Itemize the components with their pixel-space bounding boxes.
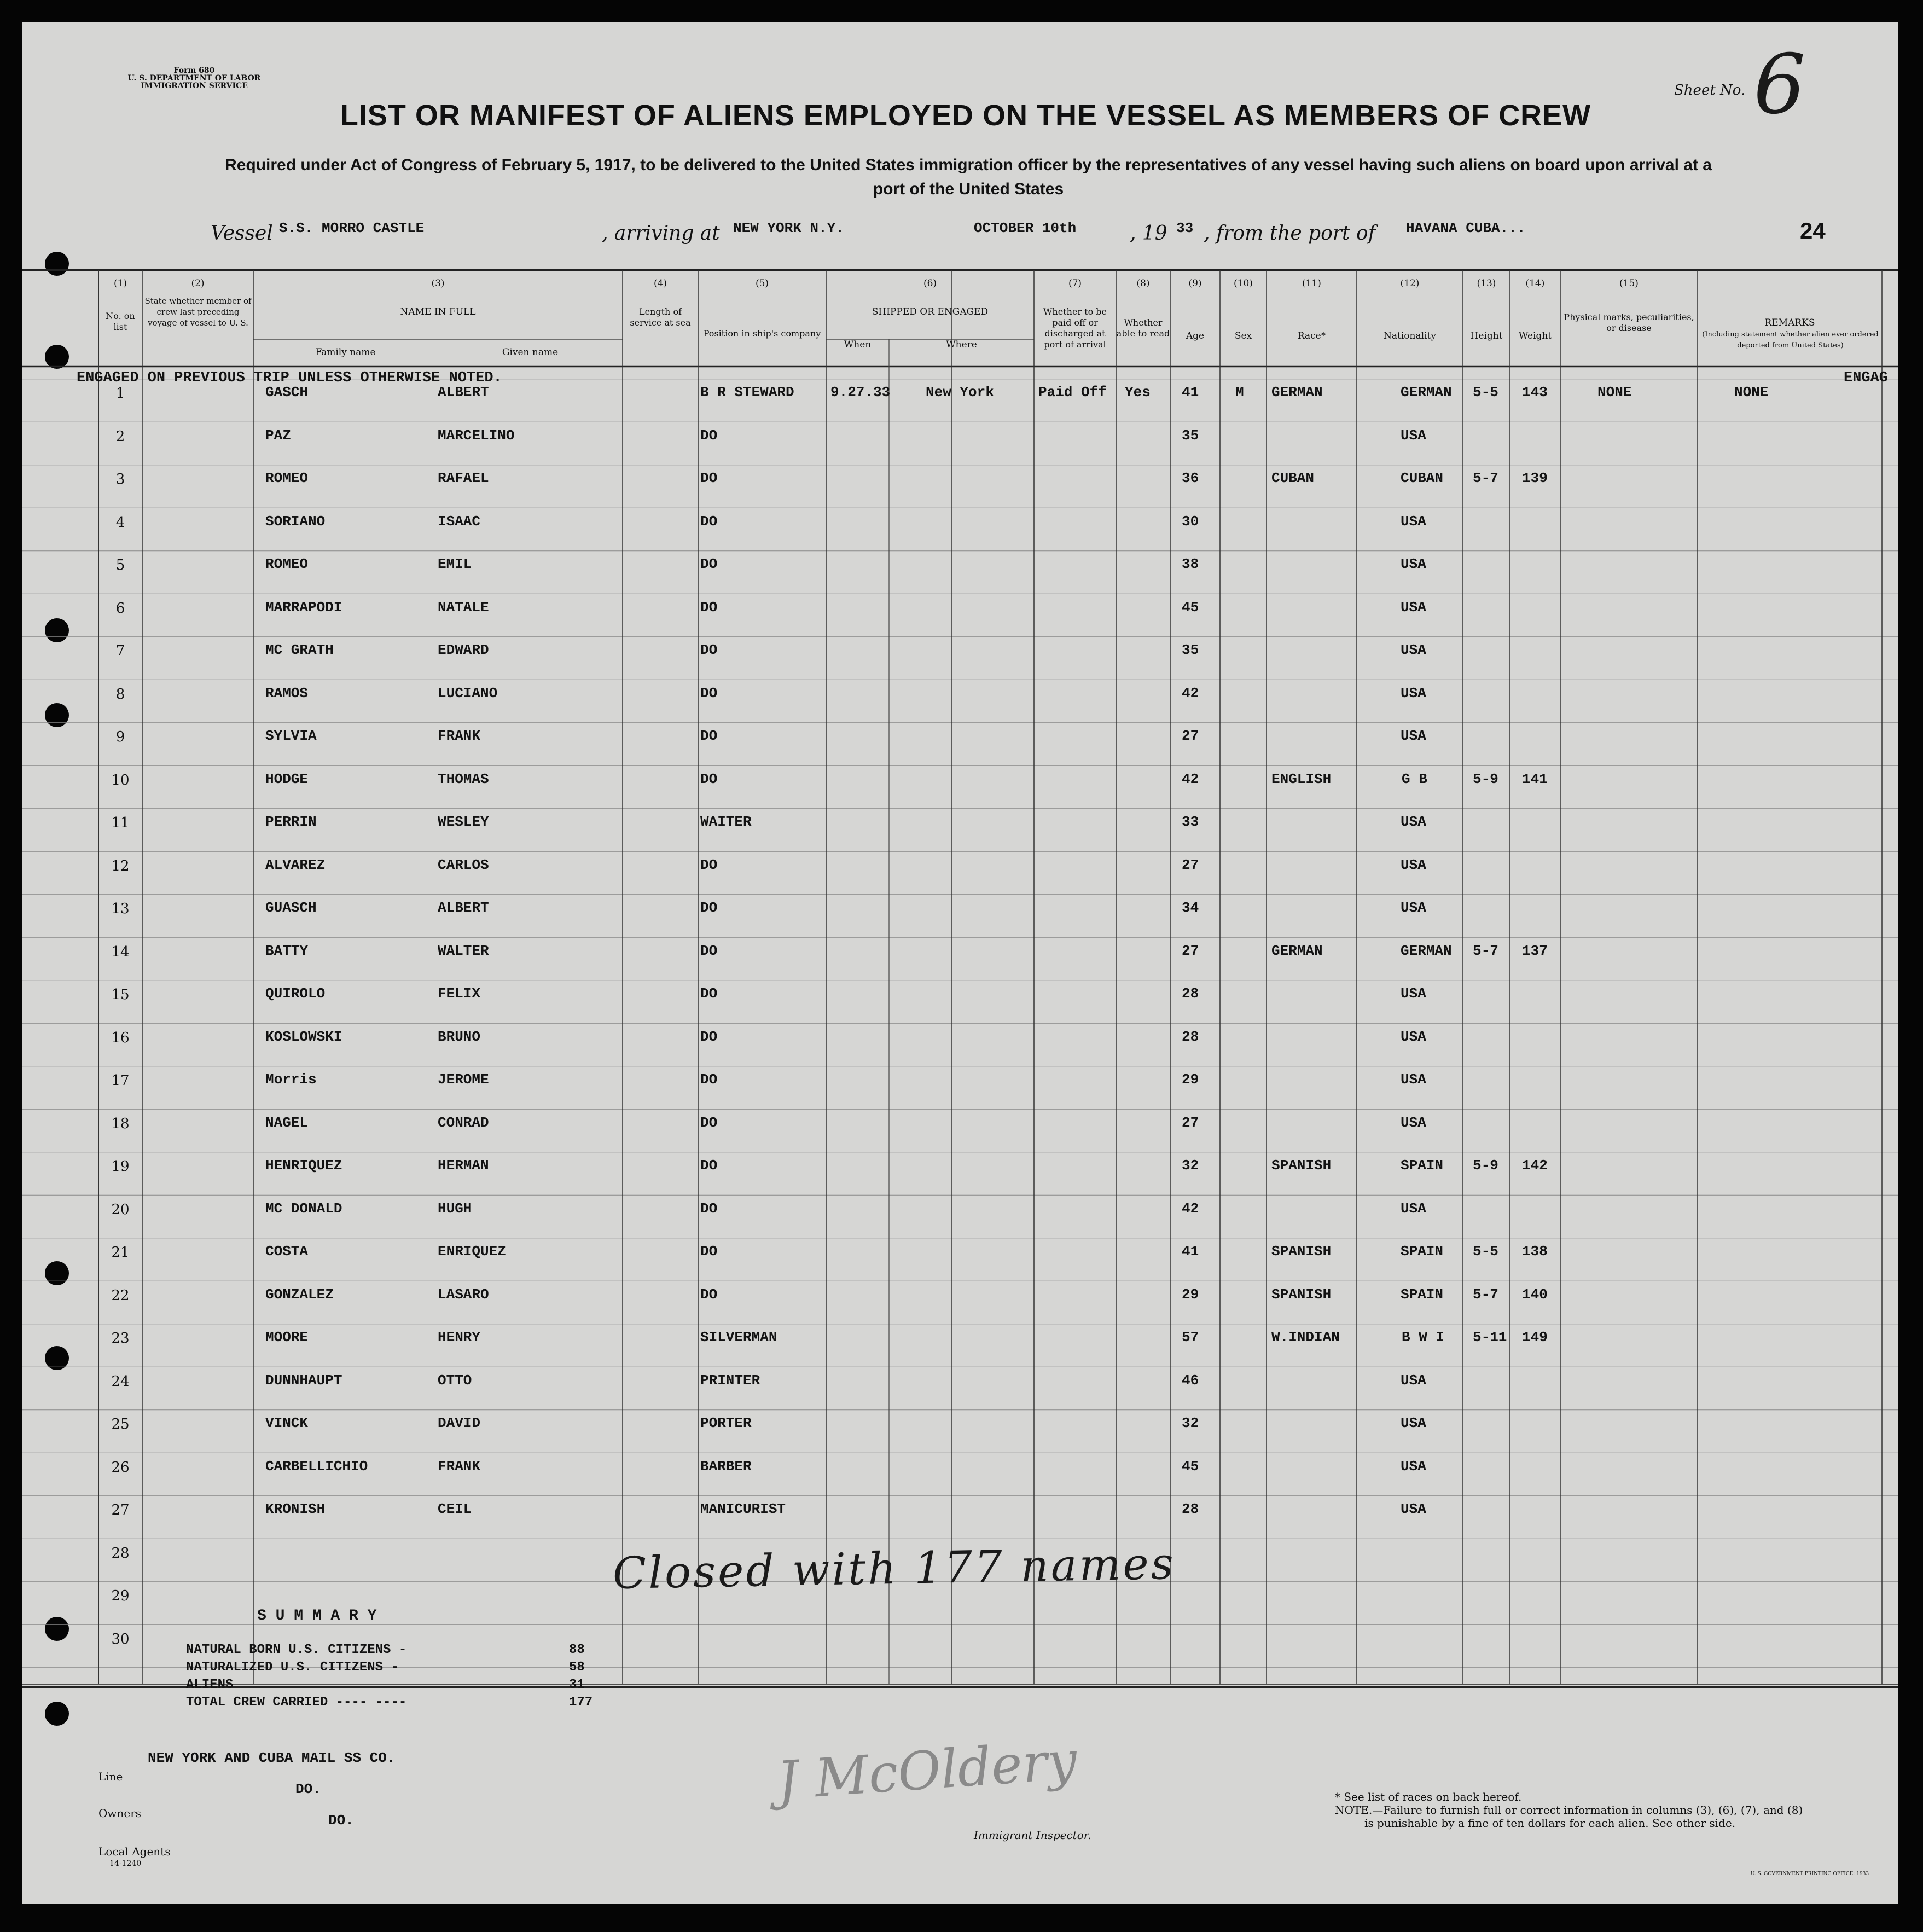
cell-age: 32 <box>1182 1415 1199 1431</box>
sheet-no: 6 <box>1753 37 1806 132</box>
cell-height: 5-5 <box>1473 384 1498 401</box>
cell-nationality: USA <box>1401 1372 1426 1389</box>
row-number: 8 <box>115 686 125 703</box>
form-code: 14-1240 <box>109 1859 142 1868</box>
cell-weight: 140 <box>1522 1286 1548 1303</box>
cell-given: ALBERT <box>438 900 489 916</box>
cell-race: W.INDIAN <box>1271 1329 1340 1345</box>
cell-remarks: NONE <box>1734 384 1769 401</box>
cell-age: 57 <box>1182 1329 1199 1345</box>
cell-given: BRUNO <box>438 1028 481 1045</box>
row-number: 4 <box>115 514 125 531</box>
row-number: 9 <box>115 729 125 745</box>
cell-height: 5-9 <box>1473 1157 1498 1174</box>
cell-age: 45 <box>1182 599 1199 616</box>
cell-family: KRONISH <box>265 1501 326 1517</box>
cell-race: SPANISH <box>1271 1243 1332 1260</box>
summary-title: S U M M A R Y <box>257 1608 377 1624</box>
footnote-fine-1: NOTE.—Failure to furnish full or correct information in columns (3), (6), (7), and (8) <box>1335 1803 1803 1817</box>
row-number: 16 <box>111 1029 130 1046</box>
summary-value: 88 <box>569 1643 585 1657</box>
cell-age: 35 <box>1182 427 1199 444</box>
page-number: 24 <box>1800 218 1826 243</box>
cell-given: LUCIANO <box>438 684 498 701</box>
cell-position: DO <box>700 1157 718 1174</box>
row-number: 15 <box>111 987 130 1003</box>
cell-nationality: USA <box>1401 1071 1426 1088</box>
row-number: 10 <box>111 771 130 788</box>
cell-position: DO <box>700 728 718 744</box>
cell-given: FRANK <box>438 728 481 744</box>
cell-race: SPANISH <box>1271 1157 1332 1174</box>
column-header-when: When <box>844 339 872 350</box>
column-number: (4) <box>653 278 667 289</box>
cell-family: CARBELLICHIO <box>265 1458 368 1475</box>
cell-given: HENRY <box>438 1329 481 1345</box>
cell-age: 33 <box>1182 814 1199 830</box>
cell-given: FELIX <box>438 985 481 1002</box>
cell-age: 27 <box>1182 1114 1199 1131</box>
cell-family: MARRAPODI <box>265 599 342 616</box>
cell-nationality: USA <box>1401 900 1426 916</box>
cell-family: GONZALEZ <box>265 1286 334 1303</box>
cell-given: HUGH <box>438 1200 472 1217</box>
page-title: LIST OR MANIFEST OF ALIENS EMPLOYED ON THE VESSEL AS MEMBERS OF CREW <box>340 99 1591 132</box>
owners-value: DO. <box>295 1781 321 1797</box>
summary-value: 177 <box>569 1695 593 1710</box>
cell-given: JEROME <box>438 1071 489 1088</box>
column-header-paid: Whether to be paid off or discharged at port of arrival <box>1043 306 1107 350</box>
cell-race: GERMAN <box>1271 384 1323 401</box>
cell-position: DO <box>700 1114 718 1131</box>
cell-family: MOORE <box>265 1329 309 1345</box>
cell-race: ENGLISH <box>1271 770 1332 787</box>
cell-nationality: USA <box>1401 684 1426 701</box>
cell-weight: 137 <box>1522 942 1548 959</box>
cell-race: GERMAN <box>1271 942 1323 959</box>
cell-age: 41 <box>1182 1243 1199 1260</box>
agents-label: Local Agents <box>98 1845 171 1858</box>
cell-family: GASCH <box>265 384 309 401</box>
column-number: (2) <box>191 278 205 289</box>
engaged-note: ENGAGED ON PREVIOUS TRIP UNLESS OTHERWISE NOTED. <box>77 370 502 386</box>
cell-family: BATTY <box>265 942 309 959</box>
column-header-nationality: Nationality <box>1384 330 1436 341</box>
column-number: (3) <box>431 278 445 289</box>
row-number: 17 <box>111 1072 130 1089</box>
cell-family: PAZ <box>265 427 291 444</box>
row-number: 27 <box>111 1502 130 1518</box>
cell-nationality: SPAIN <box>1401 1286 1444 1303</box>
cell-nationality: USA <box>1401 599 1426 616</box>
cell-height: 5-9 <box>1473 770 1498 787</box>
row-number: 21 <box>111 1244 130 1261</box>
column-number: (11) <box>1302 278 1321 289</box>
row-number: 23 <box>111 1330 130 1347</box>
cell-age: 29 <box>1182 1286 1199 1303</box>
column-number: (14) <box>1525 278 1545 289</box>
cell-family: VINCK <box>265 1415 309 1431</box>
cell-position: B R STEWARD <box>700 384 794 401</box>
column-header-height: Height <box>1470 330 1503 341</box>
row-number: 3 <box>115 471 125 488</box>
cell-given: EMIL <box>438 556 472 572</box>
cell-race: SPANISH <box>1271 1286 1332 1303</box>
cell-physical: NONE <box>1597 384 1632 401</box>
column-header-position: Position in ship's company <box>703 328 821 339</box>
cell-given: ALBERT <box>438 384 489 401</box>
cell-nationality: USA <box>1401 1114 1426 1131</box>
cell-sex: M <box>1235 384 1244 401</box>
from-port: HAVANA CUBA... <box>1406 220 1526 236</box>
cell-family: SYLVIA <box>265 728 317 744</box>
cell-weight: 139 <box>1522 470 1548 486</box>
cell-nationality: CUBAN <box>1401 470 1444 486</box>
cell-position: DO <box>700 1028 718 1045</box>
cell-family: SORIANO <box>265 513 326 530</box>
cell-family: HENRIQUEZ <box>265 1157 342 1174</box>
cell-family: PERRIN <box>265 814 317 830</box>
cell-race: CUBAN <box>1271 470 1315 486</box>
cell-family: DUNNHAUPT <box>265 1372 342 1389</box>
cell-given: MARCELINO <box>438 427 515 444</box>
service-line: IMMIGRATION SERVICE <box>141 82 248 90</box>
cell-position: DO <box>700 1286 718 1303</box>
cell-position: DO <box>700 427 718 444</box>
department-line: U. S. DEPARTMENT OF LABOR <box>127 74 261 83</box>
cell-family: NAGEL <box>265 1114 309 1131</box>
cell-weight: 138 <box>1522 1243 1548 1260</box>
cell-nationality: SPAIN <box>1401 1243 1444 1260</box>
subtitle-line-2: port of the United States <box>873 180 1064 198</box>
cell-height: 5-7 <box>1473 942 1498 959</box>
cell-family: ROMEO <box>265 556 309 572</box>
arrival-date: OCTOBER 10th <box>974 220 1077 236</box>
cell-given: NATALE <box>438 599 489 616</box>
cell-nationality: USA <box>1401 814 1426 830</box>
cell-age: 46 <box>1182 1372 1199 1389</box>
cell-given: EDWARD <box>438 642 489 658</box>
cell-position: DO <box>700 599 718 616</box>
row-number: 25 <box>111 1416 130 1432</box>
cell-position: DO <box>700 856 718 873</box>
cell-age: 28 <box>1182 1501 1199 1517</box>
year-prefix: , 19 <box>1130 222 1167 245</box>
cell-nationality: B W I <box>1402 1329 1445 1345</box>
column-header-where: Where <box>946 339 977 350</box>
column-number: (13) <box>1477 278 1496 289</box>
cell-nationality: USA <box>1401 642 1426 658</box>
cell-family: Morris <box>265 1071 317 1088</box>
arriving-port: NEW YORK N.Y. <box>733 220 844 236</box>
cell-position: PORTER <box>700 1415 752 1431</box>
manifest-sheet <box>22 22 1898 1904</box>
cell-given: ISAAC <box>438 513 481 530</box>
cell-age: 29 <box>1182 1071 1199 1088</box>
cell-given: RAFAEL <box>438 470 489 486</box>
sheet-no-label: Sheet No. <box>1674 82 1746 98</box>
column-number: (5) <box>755 278 769 289</box>
cell-age: 32 <box>1182 1157 1199 1174</box>
cell-position: PRINTER <box>700 1372 760 1389</box>
cell-age: 42 <box>1182 1200 1199 1217</box>
cell-nationality: USA <box>1401 728 1426 744</box>
cell-nationality: GERMAN <box>1401 942 1452 959</box>
cell-position: DO <box>700 642 718 658</box>
cell-position: DO <box>700 1071 718 1088</box>
column-header-state: State whether member of crew last preceding voyage of vessel to U. S. <box>144 296 252 328</box>
printer-credit: U. S. GOVERNMENT PRINTING OFFICE: 1933 <box>1751 1871 1869 1877</box>
footnote <box>1335 1790 1803 1830</box>
row-number: 19 <box>111 1158 130 1175</box>
cell-given: OTTO <box>438 1372 472 1389</box>
cell-weight: 142 <box>1522 1157 1548 1174</box>
cell-nationality: USA <box>1401 513 1426 530</box>
cell-position: DO <box>700 985 718 1002</box>
cell-family: QUIROLO <box>265 985 326 1002</box>
cell-family: HODGE <box>265 770 309 787</box>
cell-age: 42 <box>1182 684 1199 701</box>
cell-given: THOMAS <box>438 770 489 787</box>
cell-height: 5-7 <box>1473 1286 1498 1303</box>
cell-height: 5-7 <box>1473 470 1498 486</box>
column-number: (12) <box>1400 278 1420 289</box>
cell-position: DO <box>700 470 718 486</box>
closing-note: Closed with 177 names <box>612 1538 1176 1599</box>
column-header-race: Race* <box>1297 330 1326 341</box>
column-number: (7) <box>1068 278 1082 289</box>
cell-family: MC GRATH <box>265 642 334 658</box>
cell-read: Yes <box>1125 384 1151 401</box>
column-header-length: Length of service at sea <box>630 306 691 328</box>
cell-given: CONRAD <box>438 1114 489 1131</box>
cell-position: DO <box>700 900 718 916</box>
cell-paid: Paid Off <box>1038 384 1107 401</box>
summary-label: NATURALIZED U.S. CITIZENS - <box>186 1660 399 1675</box>
cell-height: 5-11 <box>1473 1329 1507 1345</box>
summary-value: 58 <box>569 1660 585 1675</box>
cell-age: 36 <box>1182 470 1199 486</box>
row-number: 2 <box>115 428 125 445</box>
row-number: 20 <box>111 1201 130 1218</box>
cell-nationality: G B <box>1402 770 1427 787</box>
cell-nationality: USA <box>1401 1501 1426 1517</box>
cell-when: 9.27.33 <box>830 384 891 401</box>
line-label: Line <box>98 1770 123 1783</box>
column-header-sex: Sex <box>1234 330 1252 341</box>
cell-family: ALVAREZ <box>265 856 326 873</box>
column-header-remarks: REMARKS <box>1764 317 1815 328</box>
arriving-label: , arriving at <box>602 222 720 245</box>
cell-position: DO <box>700 1200 718 1217</box>
cell-nationality: GERMAN <box>1401 384 1452 401</box>
row-number: 24 <box>111 1373 130 1390</box>
cell-position: DO <box>700 513 718 530</box>
column-header-remarks-sub: (Including statement whether alien ever ordered deported from United States) <box>1702 330 1879 350</box>
cell-nationality: USA <box>1401 556 1426 572</box>
cell-given: DAVID <box>438 1415 481 1431</box>
cell-age: 27 <box>1182 728 1199 744</box>
column-header-family: Family name <box>315 347 376 358</box>
subtitle-line-1: Required under Act of Congress of February 5, 1917, to be delivered to the United States immigration officer by the representatives of any vessel having such aliens on board upon arrival at a <box>225 156 1712 174</box>
row-number: 5 <box>115 557 125 573</box>
inspector-label: Immigrant Inspector. <box>974 1829 1091 1842</box>
cell-given: LASARO <box>438 1286 489 1303</box>
cell-nationality: USA <box>1401 856 1426 873</box>
inspector-signature: J McOldery <box>775 1729 1079 1812</box>
cell-nationality: USA <box>1401 427 1426 444</box>
column-number: (6) <box>923 278 937 289</box>
cell-where: New York <box>926 384 994 401</box>
column-header-name: NAME IN FULL <box>400 306 476 317</box>
summary-label: NATURAL BORN U.S. CITIZENS - <box>186 1643 407 1657</box>
cell-weight: 143 <box>1522 384 1548 401</box>
cell-nationality: USA <box>1401 1458 1426 1475</box>
owners-label: Owners <box>98 1807 142 1820</box>
cell-weight: 141 <box>1522 770 1548 787</box>
cell-age: 27 <box>1182 942 1199 959</box>
from-label: , from the port of <box>1204 222 1375 245</box>
row-number: 11 <box>111 815 130 831</box>
cell-position: MANICURIST <box>700 1501 786 1517</box>
cell-given: ENRIQUEZ <box>438 1243 506 1260</box>
cell-family: RAMOS <box>265 684 309 701</box>
row-number: 6 <box>115 600 125 617</box>
agents-value: DO. <box>328 1812 354 1829</box>
column-header-read: Whether able to read <box>1116 317 1170 339</box>
cell-weight: 149 <box>1522 1329 1548 1345</box>
arrival-year: 33 <box>1176 220 1194 236</box>
summary-label: TOTAL CREW CARRIED ---- ---- <box>186 1695 407 1710</box>
column-header-age: Age <box>1186 330 1205 341</box>
column-header-shipped: SHIPPED OR ENGAGED <box>872 306 989 317</box>
cell-nationality: SPAIN <box>1401 1157 1444 1174</box>
summary-value: 31 <box>569 1678 585 1692</box>
cell-age: 28 <box>1182 985 1199 1002</box>
cell-age: 35 <box>1182 642 1199 658</box>
row-number: 18 <box>111 1115 130 1132</box>
cell-position: WAITER <box>700 814 752 830</box>
cell-age: 41 <box>1182 384 1199 401</box>
cell-family: MC DONALD <box>265 1200 342 1217</box>
column-header-no: No. on list <box>106 311 135 332</box>
row-number: 28 <box>111 1545 130 1562</box>
column-header-weight: Weight <box>1518 330 1552 341</box>
row-number: 26 <box>111 1459 130 1476</box>
summary-label: ALIENS <box>186 1678 234 1692</box>
form-number-line: Form 680 <box>173 66 215 75</box>
cell-age: 34 <box>1182 900 1199 916</box>
row-number: 7 <box>115 643 125 659</box>
cell-nationality: USA <box>1401 985 1426 1002</box>
cell-given: WESLEY <box>438 814 489 830</box>
cell-age: 27 <box>1182 856 1199 873</box>
cell-position: BARBER <box>700 1458 752 1475</box>
engaged-note-right: ENGAG <box>1844 370 1889 386</box>
cell-age: 28 <box>1182 1028 1199 1045</box>
row-number: 12 <box>111 857 130 874</box>
row-number: 29 <box>111 1588 130 1604</box>
cell-age: 30 <box>1182 513 1199 530</box>
cell-age: 42 <box>1182 770 1199 787</box>
cell-age: 38 <box>1182 556 1199 572</box>
vessel-label: Vessel <box>211 222 273 245</box>
cell-position: DO <box>700 556 718 572</box>
cell-family: GUASCH <box>265 900 317 916</box>
vessel-name: S.S. MORRO CASTLE <box>279 220 425 236</box>
cell-nationality: USA <box>1401 1415 1426 1431</box>
line-value: NEW YORK AND CUBA MAIL SS CO. <box>148 1750 396 1766</box>
cell-height: 5-5 <box>1473 1243 1498 1260</box>
row-number: 14 <box>111 943 130 960</box>
cell-position: DO <box>700 684 718 701</box>
row-number: 30 <box>111 1631 130 1647</box>
row-number: 22 <box>111 1287 130 1304</box>
cell-given: FRANK <box>438 1458 481 1475</box>
cell-position: DO <box>700 770 718 787</box>
footnote-fine-2: is punishable by a fine of ten dollars for each alien. See other side. <box>1364 1817 1736 1830</box>
column-number: (15) <box>1619 278 1639 289</box>
cell-nationality: USA <box>1401 1200 1426 1217</box>
cell-given: CARLOS <box>438 856 489 873</box>
cell-given: CEIL <box>438 1501 472 1517</box>
cell-given: HERMAN <box>438 1157 489 1174</box>
column-number: (9) <box>1188 278 1202 289</box>
cell-family: KOSLOWSKI <box>265 1028 342 1045</box>
cell-family: COSTA <box>265 1243 309 1260</box>
column-number: (8) <box>1136 278 1150 289</box>
column-header-physical: Physical marks, peculiarities, or disease <box>1564 312 1694 333</box>
column-number: (1) <box>113 278 127 289</box>
column-number: (10) <box>1234 278 1253 289</box>
row-number: 13 <box>111 901 130 917</box>
footnote-races: * See list of races on back hereof. <box>1335 1790 1522 1803</box>
cell-given: WALTER <box>438 942 489 959</box>
column-header-given: Given name <box>502 347 559 358</box>
cell-age: 45 <box>1182 1458 1199 1475</box>
cell-position: SILVERMAN <box>700 1329 777 1345</box>
cell-position: DO <box>700 1243 718 1260</box>
cell-position: DO <box>700 942 718 959</box>
cell-family: ROMEO <box>265 470 309 486</box>
row-number: 1 <box>115 385 125 402</box>
cell-nationality: USA <box>1401 1028 1426 1045</box>
